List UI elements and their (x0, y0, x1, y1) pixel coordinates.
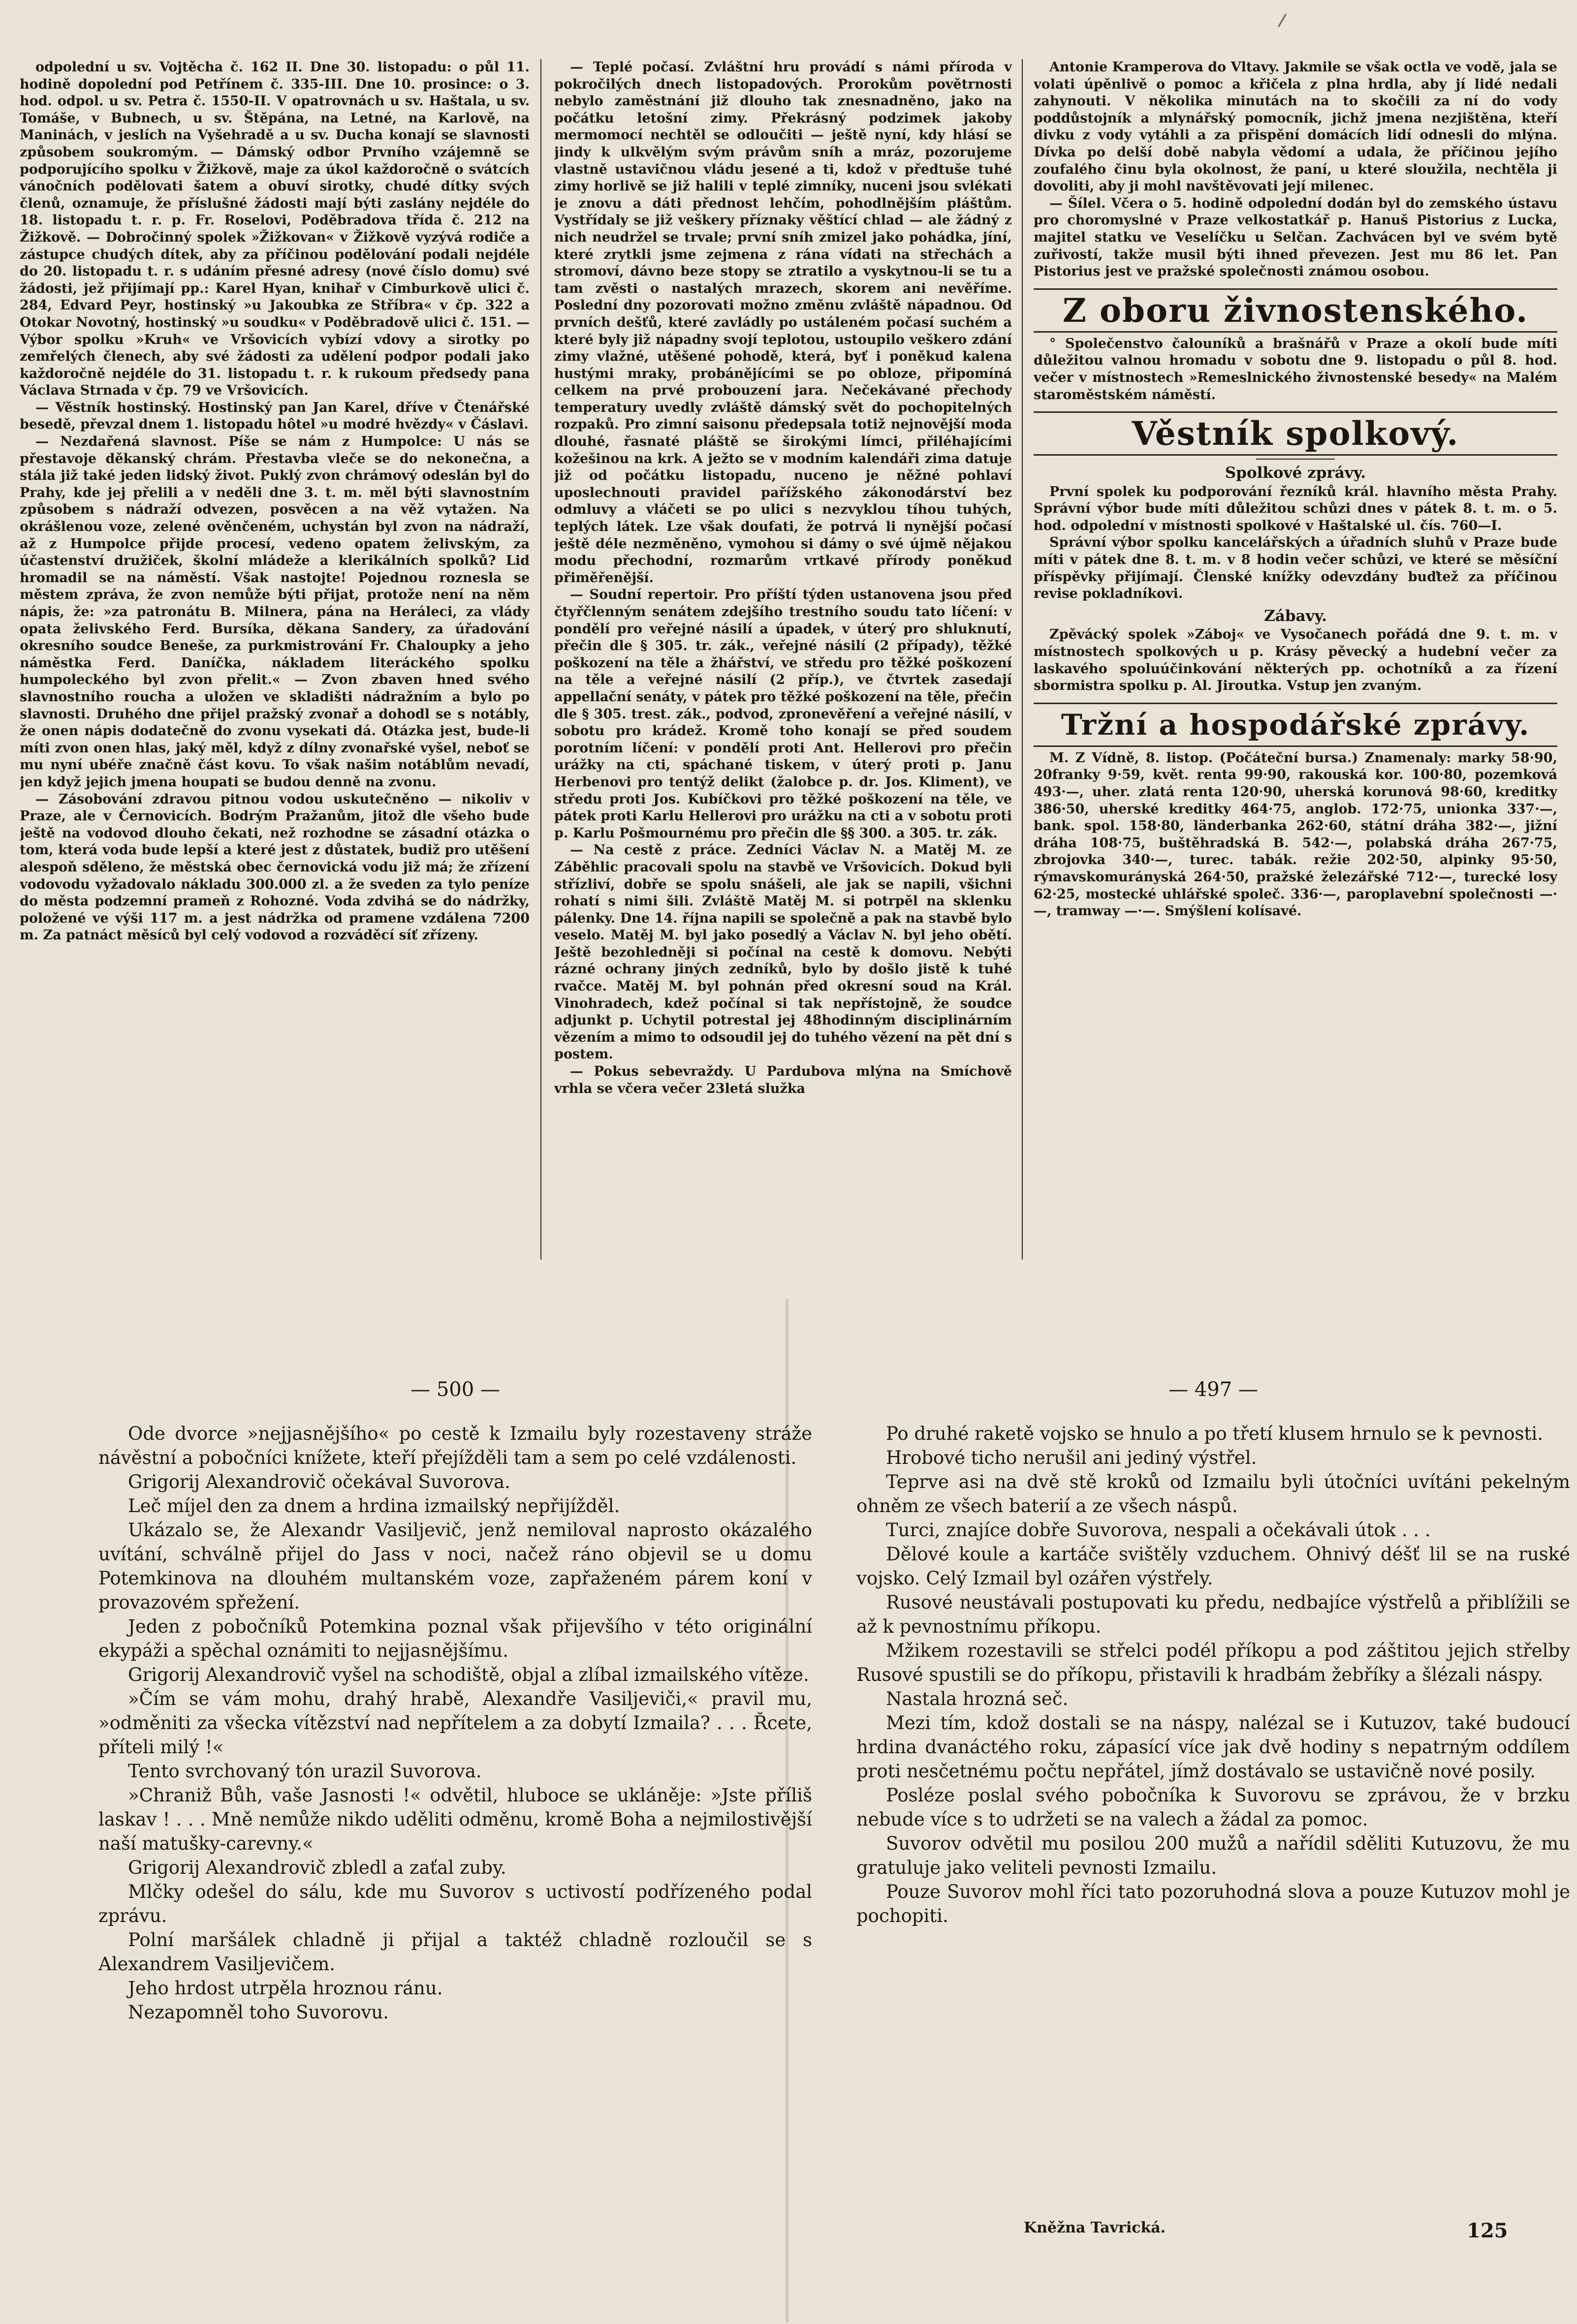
news-column-3 (1034, 59, 1557, 1279)
news-paragraph: M. Z Vídně, 8. listop. (Počáteční bursa.) Znamenaly: marky 58·90, 20franky 9·59, květ. renta 99·90, rakouská kor. 100·80, pozemková 493·—, uher. zlatá renta 120·90, uherská korunová 98·60, kreditky 386·50, uherské kreditky 464·75, anglob. 172·75, unionka 337·—, bank. spol. 158·80, länderbanka 262·60, státní dráha 382·—, jižní dráha 108·75, buštěhradská B. 542·—, polabská dráha 267·75, zbrojovka 340·—, turec. tabák. režie 202·50, alpinky 95·50, rýmavskomurányská 264·50, pražské železářské 712·—, turecké losy 62·25, mostecké uhlářské společ. 336·—, paroplavební společnosti —·—, tramway —·—. Smýšlení kolísavé. (1034, 750, 1557, 919)
book-paragraph: Suvorov odvětil mu posilou 200 mužů a nařídil sděliti Kutuzovu, že mu gratuluje jako veliteli pevnosti Izmailu. (856, 1833, 1570, 1878)
section-heading-trzni: Tržní a hospodářské zprávy. (1034, 703, 1557, 747)
news-paragraph: — Soudní repertoir. Pro příští týden ustanovena jsou před čtyřčlenným senátem zdejšího trestního soudu tato líčení: v pondělí pro veřejné násilí a úpadek, v úterý pro shluknutí, přečin dle § 305. tr. zák., veřejné násilí (2 případy), těžké poškození na těle a žhářství, ve středu pro těžké poškození na těle a veřejné násilí (2 příp.), ve čtvrtek zasedají appellační senáty, v pátek pro těžké poškození na těle, přečin dle § 305. trest. zák., podvod, zpronevěření a veřejné násilí, v sobotu pro krádež. Kromě toho konají se před soudem porotním líčení: v pondělí proti Ant. Hellerovi pro přečin urážky na cti, spáchané tiskem, v úterý proti p. Janu Herbenovi pro tentýž delikt (žalobce p. dr. Jos. Kliment), ve středu proti Jos. Kubíčkovi pro těžké poškození na těle, ve pátek proti Karlu Hellerovi pro urážku na cti a v sobotu proti p. Karlu Pošmournému pro přečin dle §§ 300. a 305. tr. zák. (554, 587, 1012, 841)
news-paragraph: ° Společenstvo čalouníků a brašnářů v Praze a okolí bude míti důležitou valnou hromadu v sobotu dne 9. listopadu o půl 8. hod. večer v místnostech »Remeslnického živnostenské besedy« na Malém staroměstském náměstí. (1034, 336, 1557, 403)
news-paragraph: — Pokus sebevraždy. U Pardubova mlýna na Smíchově vrhla se včera večer 23letá služka (554, 1064, 1012, 1096)
news-paragraph: První spolek ku podporování řezníků král. hlavního města Prahy. Správní výbor bude míti důležitou schůzi dnes v pátek 8. t. m. o 5. hod. odpolední v místnosti spolkové v Haštalské ul. čís. 760—I. (1034, 484, 1557, 533)
news-paragraph: — Na cestě z práce. Zedníci Václav N. a Matěj M. ze Záběhlic pracovali spolu na stavbě ve Vršovicích. Dokud byli střízliví, dobře se spolu snášeli, ale jak se napili, všichni rohatí s nimi šili. Zvláště Matěj M. si potrpěl na sklenku pálenky. Dne 14. října napili se společně a pak na stavbě bylo veselo. Matěj M. byl jako posedlý a Václav N. byl jeho obětí. Ještě bezohledněji si počínal na cestě k domovu. Nebýti rázné ochrany jiných zedníků, bylo by došlo jistě k tuhé rvačce. Matěj M. byl pohnán před okresní soud na Král. Vinohradech, kdež počínal si tak nepřístojně, že soudce adjunkt p. Uchytil potrestal jej 48hodinným disciplinárním vězením a mimo to odsoudil jej do tuhého vězení na pět dní s postem. (554, 842, 1012, 1062)
column-rule (1022, 59, 1023, 1260)
book-page-right (856, 1378, 1570, 2303)
book-paragraph: Pouze Suvorov mohl říci tato pozoruhodná slova a pouze Kutuzov mohl je pochopiti. (856, 1881, 1570, 1926)
column-rule (540, 59, 541, 1260)
book-paragraph: Ukázalo se, že Alexandr Vasiljevič, jenž nemiloval naprosto okázalého uvítání, schválně přijel do Jass v noci, načež ráno objevil se u domu Potemkinova na dlouhém multanském voze, zapřaženém párem koní v provazovém spřežení. (98, 1519, 812, 1613)
book-paragraph: Posléze poslal svého pobočníka k Suvorovu se zprávou, že v brzku nebude více s to udržeti se na valech a žádal za pomoc. (856, 1785, 1570, 1830)
news-column-1 (20, 59, 530, 1279)
book-paragraph: Grigorij Alexandrovič vyšel na schodiště, objal a zlíbal izmailského vítěze. (128, 1664, 809, 1685)
book-paragraph: Ode dvorce »nejjasnějšího« po cestě k Izmailu byly rozestaveny stráže návěstní a pobočníci knížete, kteří přejížděli tam a sem po celé vzdálenosti. (98, 1423, 812, 1468)
page-number: — 500 — (410, 1378, 500, 1401)
book-paragraph: Hrobové ticho nerušil ani jediný výstřel. (886, 1447, 1257, 1468)
book-paragraph: Po druhé raketě vojsko se hnulo a po třetí klusem hrnulo se k pevnosti. (886, 1423, 1543, 1444)
book-paragraph: Mlčky odešel do sálu, kde mu Suvorov s uctivostí podřízeného podal zprávu. (98, 1881, 812, 1926)
book-paragraph: Grigorij Alexandrovič očekával Suvorova. (128, 1471, 510, 1492)
subheading-zabavy: Zábavy. (1264, 607, 1327, 625)
news-paragraph: Zpěvácký spolek »Záboj« ve Vysočanech pořádá dne 9. t. m. v místnostech spolkových u p. Krásy pěvecký a hudební večer za laskavého spoluúčinkování některých pp. ochotníků a za řízení sbormistra spolku p. Al. Jiroutka. Vstup jen zvaným. (1034, 627, 1557, 694)
news-column-2 (554, 59, 1012, 1279)
news-paragraph: — Teplé počasí. Zvláštní hru provádí s námi příroda v pokročilých dnech listopadových. Prorokům povětrnosti nebylo zaměstnání již dlouho tak znesnadněno, jako na počátku letošní zimy. Překrásný podzimek jakoby mermomocí nechtěl se odloučiti — ještě nyní, kdy hlásí se jindy k ulkvělým svým právům sníh a mráz, pozorujeme vlastně ustavičnou vládu jesené a ti, kdož v předtuše tuhé zimy horlivě se již halili v teplé zimníky, nuceni jsou svlékati je znovu a dáti přednost lehčím, pohodlnějším pláštům. Vystřídaly se již veškery příznaky věštící chlad — ale žádný z nich neudržel se trvale; první sníh zmizel jako pohádka, jíní, které zrytkli jsme zejmena z rána vídati na střechách a stromoví, dávno beze stopy se ztratilo a vyskytnou-li se tu a tam zvěsti o nastalých mrazech, skorem ani nevěříme. Poslední dny pozorovati možno změnu zvláště nápadnou. Od prvních dešťů, které zavládly po ustáleném počasí suchém a které byly již nápadny svojí teplotou, ustoupilo veškero zdání zimy vlažné, utěšené pohodě, která, byť i poněkud kalena hustými mraky, probánějícími se po obloze, připomíná celkem na prvé probouzení jara. Nečekávané přechody temperatury uvedly zvláště dámský svět do pochopitelných rozpaků. Pro zimní saisonu předepsala totiž nejnovější moda dlouhé, řasnaté pláště se širokými límci, přiléhajícími kožešinou na krk. A ježto se v modním kalendáři zima datuje již od počátku listopadu, nuceno je něžné pohlaví uposlechnouti pravidel pařížského zákonodárství bez odmluvy a vláčeti se po ulici s nezvyklou tíhou tuhých, teplých látek. Lze však doufati, že potrvá li nynější počasí ještě déle nezměněno, vymohou si dámy o své újmě nějakou modu přechodní, rozmarům vrtkavé přírody poněkud přiměřenější. (554, 60, 1012, 586)
book-page-left (98, 1378, 812, 2303)
book-paragraph: Mžikem rozestavili se střelci podél příkopu a pod záštitou jejich střelby Rusové spustili se do příkopu, přistavili k hradbám žebříky a šlézali náspy. (856, 1640, 1570, 1685)
section-heading-vestnik: Věstník spolkový. (1034, 411, 1557, 456)
section-heading-zivnost: Z oboru živnostenského. (1034, 288, 1557, 333)
book-paragraph: Tento svrchovaný tón urazil Suvorova. (128, 1761, 482, 1782)
book-paragraph: Rusové neustávali postupovati ku předu, nedbajíce výstřelů a přiblížili se až k pevnostnímu příkopu. (856, 1592, 1570, 1637)
book-paragraph: Polní maršálek chladně ji přijal a taktéž chladně rozloučil se s Alexandrem Vasiljevičem. (98, 1929, 812, 1975)
book-paragraph: »Chraniž Bůh, vaše Jasnosti !« odvětil, hluboce se ukláněje: »Jste příliš laskav ! . . . Mně nemůže nikdo uděliti odměnu, kromě Boha a nejmilostivější naší matušky-carevny.« (98, 1785, 812, 1854)
book-paragraph: Nastala hrozná seč. (886, 1688, 1069, 1709)
ink-mark (1278, 14, 1287, 27)
news-paragraph: Správní výbor spolku kancelářských a úřadních sluhů v Praze bude míti v pátek dne 8. t. m. v 8 hodin večer schůzi, ve které se měsíční příspěvky přijímají. Členské knížky odevzdány buďtež za příčinou revise pokladníkovi. (1034, 535, 1557, 602)
book-paragraph: Grigorij Alexandrovič zbledl a zaťal zuby. (128, 1857, 506, 1878)
page-number: — 497 — (1168, 1378, 1258, 1401)
news-paragraph: odpolední u sv. Vojtěcha č. 162 II. Dne 30. listopadu: o půl 11. hodině dopolední pod Petřínem č. 335-III. Dne 10. prosince: o 3. hod. odpol. u sv. Petra č. 1550-II. V opatrovnách u sv. Haštala, u sv. Tomáše, v Bubnech, u sv. Štěpána, na Letné, na Karlově, na Maninách, v jeslích na Vyšehradě a u sv. Ducha konají se slavnosti způsobem soukromým. — Dámský odbor Prvního vzájemně se podporujícího spolku v Žižkově, maje za úkol každoročně o svátcích vánočních podělovati šatem a obuví sirotky, chudé dítky svých členů, oznamuje, že příslušné žádosti mají býti zaslány nejdéle do 18. listopadu t. r. p. Fr. Roselovi, Poděbradova třída č. 212 na Žižkově. — Dobročinný spolek »Žižkovan« v Žižkově vyzývá rodiče a zástupce chudých dítek, aby za příčinou podělování podali nejdéle do 20. listopadu t. r. s udáním přesné adresy (nové číslo domu) své žádosti, jež přijímají pp.: Karel Hyan, knihař v Cimburkově ulici č. 284, Edvard Peyr, hostinský »u Jakoubka ze Stříbra« v čp. 322 a Otokar Novotný, hostinský »u soudku« v Poděbradově ulici č. 151. — Výbor spolku »Kruh« ve Vršovicích vybízí vdovy a sirotky po zemřelých členech, aby své žádosti za udělení podpor podali jako každoročně nejdéle do 31. listopadu t. r. k rukoum předsedy pana Václava Strnada v čp. 79 ve Vršovicích. (20, 60, 530, 399)
news-paragraph: Antonie Kramperova do Vltavy. Jakmile se však octla ve vodě, jala se volati úpěnlivě o pomoc a křičela z plna hrdla, aby jí lidé nedali zahynouti. V několika minutách na to skočili za ní do vody poddůstojník a mlynářský pomocník, jichž jmena nezjištěna, kteří divku z vody vytáhli a za přispění domácích lidí odnesli do mlýna. Dívka po delší době nabyla vědomí a udala, že příčinou jejího zoufalého činu byla okolnost, že paní, u které sloužila, nechtěla ji dovoliti, aby ji mohl navštěvovati její milenec. (1034, 60, 1557, 194)
short-rule (1256, 459, 1335, 460)
book-paragraph: »Čím se vám mohu, drahý hrabě, Alexandře Vasiljeviči,« pravil mu, »odměniti za všecka vítězství nad nepřítelem a za dobytí Izmaila? . . . Řcete, příteli milý !« (98, 1688, 812, 1758)
subheading-spolkove: Spolkové zprávy. (1225, 464, 1366, 482)
news-paragraph: — Nezdařená slavnost. Píše se nám z Humpolce: U nás se přestavoje děkanský chrám. Přestavba vleče se do nekonečna, a stála již také jeden lidský život. Puklý zvon chrámový odeslán byl do Prahy, kde jej přelili a v neděli dne 3. t. m. měl býti slavnostním způsobem s nádraží odvezen, posvěcen a na věž vytažen. Na okrášlenou voze, zelené ověnčeném, uchystán byl zvon na nádraží, až z Humpolce přijde procesí, vedeno opatem želivským, za účastenství družiček, školní mládeže a klerikálních spolků? Lid hromadil se na náměstí. Však nastojte! Pojednou roznesla se městem zpráva, že zvon nemůže býti přijat, protože není na něm nápis, že: »za patronátu B. Milnera, pána na Heráleci, za vlády opata želivského Ferd. Bursíka, děkana Sandery, za úřadování okresního soudce Beneše, za purkmistrování Fr. Chaloupky a jeho náměstka Ferd. Daníčka, nákladem literáckého spolku humpoleckého byl zvon přelit.« — Zvon zbaven hned svého slavnostního roucha a uložen ve skladišti nádražním a bylo po slavnosti. Druhého dne přijel pražský zvonař a dohodl se s notábly, že onen nápis dodatečně do zvonu vysekati dá. Otázka jest, bude-li míti zvon onen hlas, jaký měl, když z dílny zvonařské vyšel, neboť se mu nyní ubéře značně část kovu. To však našim notáblům nevadí, jen když jejich jmena houpati se budou denně na zvonu. (20, 434, 530, 790)
signature-number: 125 (1467, 2219, 1508, 2242)
book-paragraph: Mezi tím, kdož dostali se na náspy, nalézal se i Kutuzov, také budoucí hrdina dvanáctého roku, zápasící více jak dvě hodiny s nepatrným oddílem proti nesčetnému počtu nepřátel, jímž dostávalo se ustavičně nové posily. (856, 1712, 1570, 1782)
news-paragraph: — Šílel. Včera o 5. hodině odpolední dodán byl do zemského ústavu pro choromyslné v Praze velkostatkář p. Hanuš Pistorius z Lucka, majitel statku ve Veselíčku u Selčan. Zachvácen byl ve svém bytě zuřivostí, takže musil býti ihned převezen. Jest mu 86 let. Pan Pistorius jest ve pražské společnosti známou osobou. (1034, 195, 1557, 279)
news-paragraph: — Zásobování zdravou pitnou vodou uskutečněno — nikoliv v Praze, ale v Černovicích. Bodrým Pražanům, jitož dle všeho bude ještě na vodovod dlouho čekati, než rozhodne se zásadní otázka o tom, která voda bude lepší a které jest z důstatek, budiž pro utěšení alespoň sděleno, že městská obec černovická vodu již má; že zřízení vodovodu vyžadovalo nákladu 300.000 zl. a že sveden za tylo peníze do města podzemní prameň z Rohozné. Voda zdvihá se do nádržky, položené ve výši 117 m. a jest nádržka od pramene vzdálena 7200 m. Za patnáct měsíců byl celý vodovod a rozváděcí síť zřízeny. (20, 791, 530, 943)
book-paragraph: Dělové koule a kartáče svištěly vzduchem. Ohnivý déšť lil se na ruské vojsko. Celý Izmail byl ozářen výstřely. (856, 1544, 1570, 1589)
book-paragraph: Nezapomněl toho Suvorovu. (128, 2002, 389, 2023)
newspaper-strip (20, 59, 1557, 1284)
book-paragraph: Leč míjel den za dnem a hrdina izmailský nepřijížděl. (128, 1495, 620, 1517)
book-paragraph: Jeho hrdost utrpěla hroznou ránu. (128, 1978, 443, 1999)
news-paragraph: — Věstník hostinský. Hostinský pan Jan Karel, dříve v Čtenářské besedě, převzal dnem 1. listopadu hôtel »u modré hvězdy« v Čáslavi. (20, 400, 530, 433)
book-paragraph: Jeden z pobočníků Potemkina poznal však přijevšího v této originální ekypáži a spěchal oznámiti to nejjasnějšímu. (98, 1616, 812, 1661)
book-paragraph: Turci, znajíce dobře Suvorova, nespali a očekávali útok . . . (886, 1519, 1431, 1541)
book-paragraph: Teprve asi na dvě stě kroků od Izmailu byli útočníci uvítáni pekelným ohněm ze všech baterií a ze všech náspů. (856, 1471, 1570, 1517)
running-footer-title: Kněžna Tavrická. (1024, 2219, 1166, 2236)
